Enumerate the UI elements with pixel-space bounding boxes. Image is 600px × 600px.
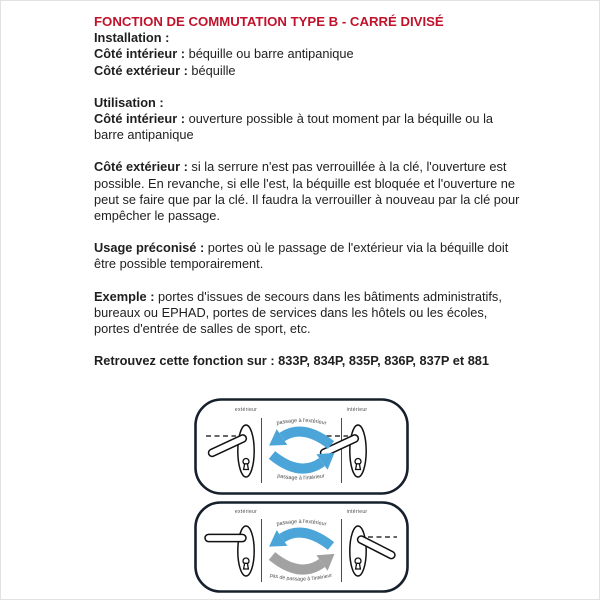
diagram-locked <box>194 501 409 593</box>
exterior-side-label: extérieur <box>234 509 257 515</box>
function-diagrams <box>1 398 600 593</box>
page-title: FONCTION DE COMMUTATION TYPE B - CARRÉ DIVISÉ <box>94 14 444 29</box>
top-arrow-caption: passage à l'extérieur <box>275 518 327 528</box>
interior-text: ouverture possible à tout moment par la béquille ou la barre antipanique <box>94 111 494 143</box>
exterior-label: Côté extérieur : <box>94 159 188 175</box>
exterior-text: béquille <box>187 62 236 78</box>
installation-interior-line <box>94 46 524 62</box>
section-exemple <box>94 289 524 338</box>
interior-label: Côté intérieur : <box>94 111 186 127</box>
utilisation-interior-line <box>94 111 524 143</box>
section-utilisation <box>94 95 524 144</box>
top-arrow-caption: passage à l'extérieur <box>275 417 327 427</box>
usage-label: Usage préconisé : <box>94 240 205 256</box>
section-installation <box>94 14 524 79</box>
interior-side-label: intérieur <box>346 407 367 413</box>
interior-text: béquille ou barre antipanique <box>185 46 354 62</box>
utilisation-heading: Utilisation : <box>94 94 164 110</box>
exemple-text: portes d'issues de secours dans les bâtiments administratifs, bureaux ou EPHAD, portes de services dans les hôtels ou les écoles, portes d'entrée de salles de sport, etc. <box>94 288 502 337</box>
document-body <box>94 14 524 385</box>
installation-exterior-line <box>94 63 524 79</box>
installation-heading: Installation : <box>94 30 170 46</box>
exterior-side-label: extérieur <box>234 407 257 413</box>
bottom-arrow-caption: passage à l'intérieur <box>276 473 325 482</box>
section-usage <box>94 240 524 272</box>
bottom-arrow-caption: pas de passage à l'intérieur <box>268 572 333 583</box>
interior-side-label: intérieur <box>346 509 367 515</box>
exemple-label: Exemple : <box>94 288 155 304</box>
section-utilisation-exterior <box>94 159 524 224</box>
exterior-text: si la serrure n'est pas verrouillée à la clé, l'ouverture est possible. En revanche, si elle l'est, la béquille est bloquée et l'ouverture ne peut se faire que par la clé. Il faudra la verrouiller à nouveau par la clé pour empêcher le passage. <box>94 159 520 224</box>
exterior-label: Côté extérieur : <box>94 62 188 78</box>
models-line: Retrouvez cette fonction sur : 833P, 834P, 835P, 836P, 837P et 881 <box>94 353 490 369</box>
diagram-unlocked <box>194 398 409 495</box>
interior-label: Côté intérieur : <box>94 46 186 62</box>
usage-text: portes où le passage de l'extérieur via la béquille doit être possible temporairement. <box>94 240 509 272</box>
